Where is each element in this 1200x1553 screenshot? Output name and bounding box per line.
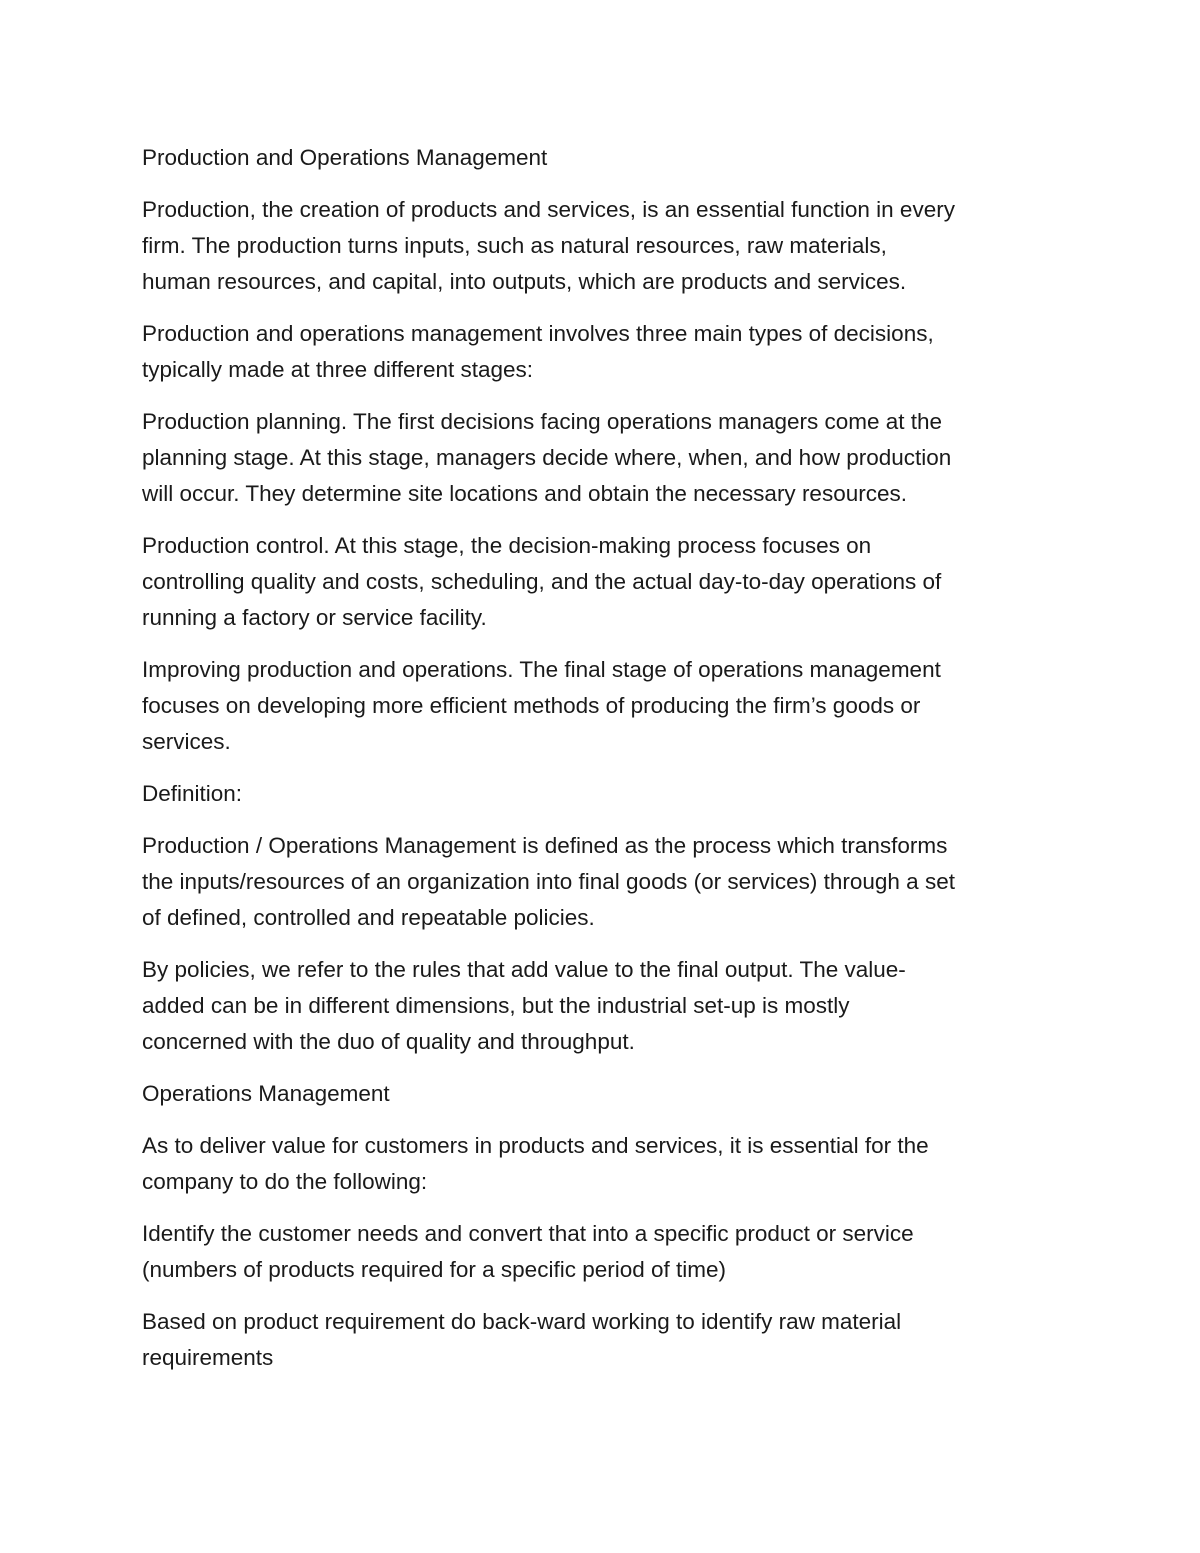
paragraph-identify-needs (142, 1216, 1060, 1288)
paragraph-production-intro (142, 192, 1060, 300)
text-line: Production / Operations Management is defined as the process which transforms (142, 833, 948, 858)
text-line: requirements (142, 1345, 274, 1370)
text-line: firm. The production turns inputs, such as natural resources, raw materials, (142, 233, 887, 258)
text-line: of defined, controlled and repeatable policies. (142, 905, 595, 930)
text-line: Operations Management (142, 1081, 390, 1106)
text-line: controlling quality and costs, scheduling, and the actual day-to-day operations of (142, 569, 942, 594)
text-line: Production and operations management involves three main types of decisions, (142, 321, 934, 346)
text-line: Production and Operations Management (142, 145, 548, 170)
text-line: focuses on developing more efficient methods of producing the firm’s goods or (142, 693, 921, 718)
text-line: (numbers of products required for a specific period of time) (142, 1257, 727, 1282)
text-line: concerned with the duo of quality and throughput. (142, 1029, 635, 1054)
text-line: will occur. They determine site locations and obtain the necessary resources. (142, 481, 907, 506)
text-line: Production control. At this stage, the decision-making process focuses on (142, 533, 872, 558)
document-body (142, 140, 1060, 1392)
paragraph-policies (142, 952, 1060, 1060)
paragraph-deliver-value (142, 1128, 1060, 1200)
text-line: added can be in different dimensions, but the industrial set-up is mostly (142, 993, 850, 1018)
text-line: By policies, we refer to the rules that add value to the final output. The value- (142, 957, 906, 982)
text-line: planning stage. At this stage, managers decide where, when, and how production (142, 445, 952, 470)
text-line: running a factory or service facility. (142, 605, 487, 630)
text-line: Improving production and operations. The final stage of operations management (142, 657, 941, 682)
text-line: As to deliver value for customers in products and services, it is essential for the (142, 1133, 929, 1158)
paragraph-definition (142, 828, 1060, 936)
paragraph-production-planning (142, 404, 1060, 512)
text-line: Production, the creation of products and services, is an essential function in every (142, 197, 955, 222)
text-line: services. (142, 729, 231, 754)
heading-operations-management (142, 1076, 1060, 1112)
paragraph-improving-production (142, 652, 1060, 760)
text-line: Based on product requirement do back-ward working to identify raw material (142, 1309, 902, 1334)
text-line: human resources, and capital, into outputs, which are products and services. (142, 269, 907, 294)
text-line: Definition: (142, 781, 243, 806)
heading-production-operations-management (142, 140, 1060, 176)
text-line: the inputs/resources of an organization into final goods (or services) through a set (142, 869, 955, 894)
paragraph-production-control (142, 528, 1060, 636)
text-line: Production planning. The first decisions facing operations managers come at the (142, 409, 943, 434)
paragraph-backward-working (142, 1304, 1060, 1376)
text-line: company to do the following: (142, 1169, 428, 1194)
text-line: Identify the customer needs and convert that into a specific product or service (142, 1221, 914, 1246)
paragraph-decision-types (142, 316, 1060, 388)
text-line: typically made at three different stages: (142, 357, 534, 382)
heading-definition (142, 776, 1060, 812)
